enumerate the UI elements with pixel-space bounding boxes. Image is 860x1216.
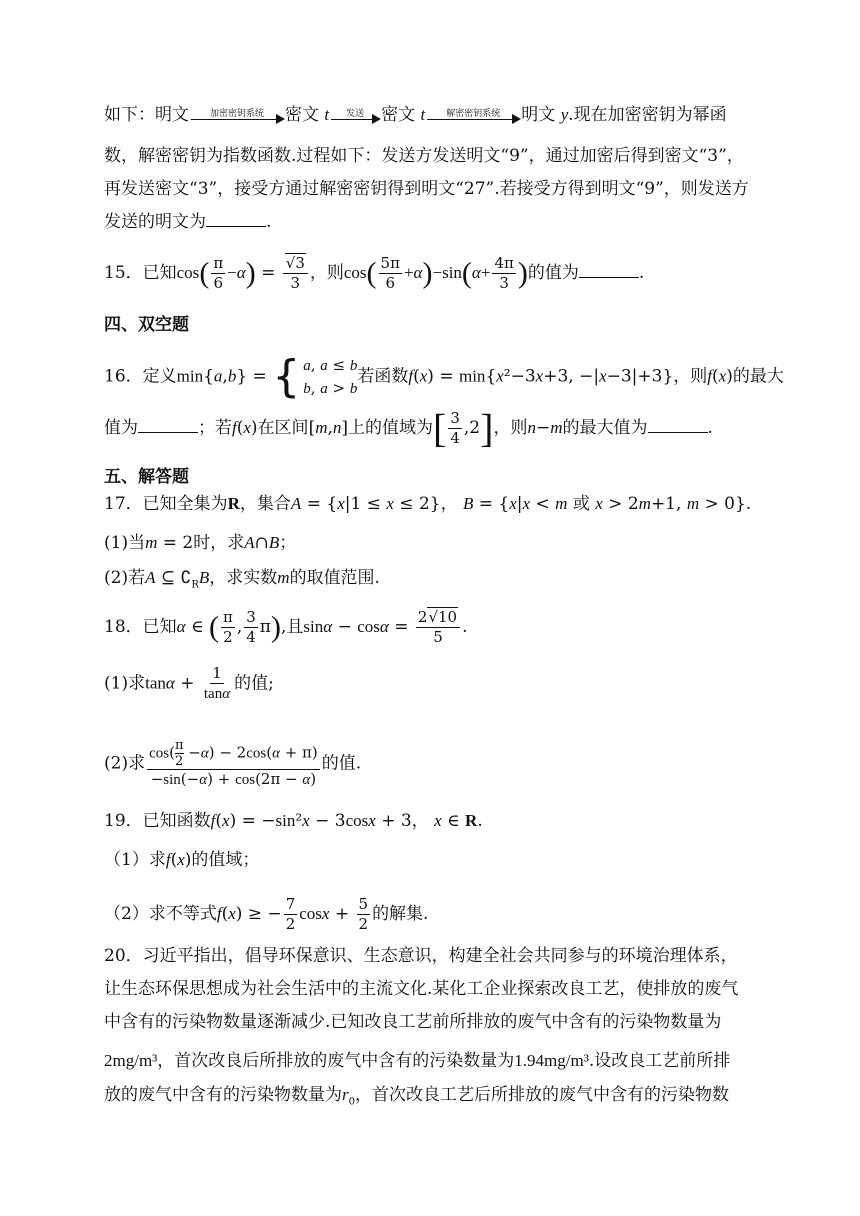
intro-text: 如下：明文 [104, 105, 189, 125]
question-17-line-1: 17．已知全集为R，集合A = {x|1 ≤ x ≤ 2}， B = {x|x < m 或 x > 2m+1, m > 0}. [104, 494, 752, 514]
question-17-line-2: (1)当m = 2时，求A∩B； [104, 533, 297, 553]
q18-text: (1)求 [104, 673, 146, 694]
q18-text: 的值. [321, 753, 362, 774]
q16-text: 上的值域为 [348, 418, 434, 438]
answer-blank [648, 416, 708, 433]
question-20-line-3: 中含有的污染物数量逐渐减少.已知改良工艺前所排放的废气中含有的污染物数量为 [104, 1012, 722, 1032]
arrow-label: 发送 [346, 108, 365, 119]
question-16-line-1: 16．定义min{a,b} = { a, a ≤ b b, a > b 若函数f(x) = min{x²−3x+3, −|x−3|+3}，则f(x)的最大 [104, 351, 784, 402]
question-18-line-1: 18．已知α ∈ ( $\frac{\pi}{2}$ , $\frac{3}{4}$ π),且sinα − cosα = $\frac{2√10}{5}$ . [104, 608, 468, 646]
q18-text: 18．已知 [104, 617, 177, 637]
q20-unit: 1.94mg/m³ [514, 1051, 589, 1070]
q19-text: 的值域； [191, 850, 260, 870]
q16-text: 在区间 [257, 418, 309, 438]
q20-text: ，首次改良后所排放的废气中含有的污染数量为 [157, 1051, 515, 1071]
question-19-line-3: （2）求不等式f(x) ≥ − $\frac{7}{2}$ cosx + $\frac{5}{2}$ 的解集. [104, 895, 429, 933]
send-arrow-icon [329, 104, 381, 128]
intro-text: 密文 [381, 105, 421, 125]
intro-line-1: 如下：明文 加密密钥系统 密文 t 发送 密文 t 解密密钥系统 明文 y.现在加密密钥为幂函 [104, 103, 727, 128]
answer-blank [206, 210, 266, 227]
question-18-line-2: (1)求tanα + $\frac{1}{\tan\alpha}$ 的值; [104, 664, 274, 702]
q16-text: 的最大值为 [562, 418, 648, 438]
q16-text: 若函数 [357, 366, 409, 387]
question-19-line-1: 19．已知函数f(x) = −sin²x − 3cosx + 3， x ∈ R. [104, 811, 483, 831]
q20-text: ，首次改良工艺后所排放的废气中含有的污染物数 [355, 1085, 729, 1105]
arrow-label: 加密密钥系统 [209, 108, 264, 119]
q19-text: 19．已知函数 [104, 811, 211, 831]
q19-text: 的解集. [372, 904, 429, 924]
question-16-line-2: 值为 ；若f(x)在区间[m,n]上的值域为[ $\frac{3}{4}$ ,2]，则n−m的最大值为 . [104, 405, 713, 451]
intro-text: 明文 [521, 105, 561, 125]
intro-text: .现在加密密钥为幂函 [568, 105, 727, 125]
intro-text: 密文 [285, 105, 325, 125]
q17-text: ，求实数 [209, 568, 278, 588]
q15-text: ，则 [309, 263, 344, 283]
q17-text: (2)若 [104, 568, 146, 588]
q16-label: 16．定义 [104, 366, 177, 387]
question-17-line-3: (2)若A ⊆ $∁_RB$，求实数m的取值范围. [104, 568, 380, 591]
arrow-label: 解密密钥系统 [446, 108, 501, 119]
answer-blank [579, 261, 639, 278]
q17-text: (1)当 [104, 533, 146, 553]
q19-text: （2）求不等式 [104, 904, 217, 924]
question-20-line-2: 让生态环保思想成为社会生活中的主流文化.某化工企业探索改良工艺，使排放的废气 [104, 979, 739, 999]
q18-text: (2)求 [104, 753, 146, 774]
intro-line-3: 再发送密文“3”，接受方通过解密密钥得到明文“27”.若接受方得到明文“9”，则发送方 [104, 179, 749, 199]
q17-text: 时，求 [193, 533, 245, 553]
q19-text: （1）求 [104, 850, 166, 870]
q17-text: 的取值范围. [289, 568, 380, 588]
q17-text: ，集合 [239, 494, 291, 514]
q16-text: 的最大 [732, 366, 784, 387]
q17-text: 17．已知全集为 [104, 494, 228, 514]
section-heading-4: 四、双空题 [104, 315, 189, 335]
question-18-line-3: (2)求 cos( $\frac{\pi}{2}$ −α) − 2cos(α + π) −sin(−α) + cos(2π − α) 的值. [104, 738, 362, 788]
intro-text: 发送的明文为 [104, 212, 206, 232]
intro-line-4: 发送的明文为 . [104, 212, 272, 232]
q16-text: ，则 [673, 366, 708, 387]
question-19-line-2: （1）求f(x)的值域； [104, 850, 260, 870]
section-heading-5: 五、解答题 [104, 467, 189, 487]
q20-unit: 2mg/m³ [104, 1051, 158, 1070]
q18-text: 的值; [234, 673, 274, 694]
question-20-line-1: 20．习近平指出，倡导环保意识、生态意识，构建全社会共同参与的环境治理体系， [104, 946, 738, 966]
encrypt-arrow-icon [189, 104, 285, 128]
q20-text: 放的废气中含有的污染物数量为 [104, 1085, 342, 1105]
q16-text: 值为 [104, 418, 138, 438]
question-20-line-5: 放的废气中含有的污染物数量为$r_0$，首次改良工艺后所排放的废气中含有的污染物数 [104, 1085, 729, 1108]
intro-line-2: 数，解密密钥为指数函数.过程如下：发送方发送明文“9”，通过加密后得到密文“3”， [104, 146, 744, 166]
q16-text: ，则 [493, 418, 528, 438]
answer-blank [138, 416, 198, 433]
question-20-line-4 [104, 1049, 730, 1073]
q17-text: ， [440, 494, 458, 514]
q20-text: .设改良工艺前所排 [588, 1051, 731, 1071]
question-15: 15．已知cos( $\frac{\pi}{6}$ −α) = $\frac{√3}{3}$ ，则cos( $\frac{5\pi}{6}$ +α)−sin(α+ $\frac{4\pi}{3}$ )的值为 . [104, 254, 645, 292]
q16-text: ；若 [198, 418, 232, 438]
q15-text: 的值为 [527, 263, 579, 283]
q18-text: ,且 [280, 617, 304, 637]
decrypt-arrow-icon [425, 104, 521, 128]
q15-label: 15．已知 [104, 263, 177, 283]
